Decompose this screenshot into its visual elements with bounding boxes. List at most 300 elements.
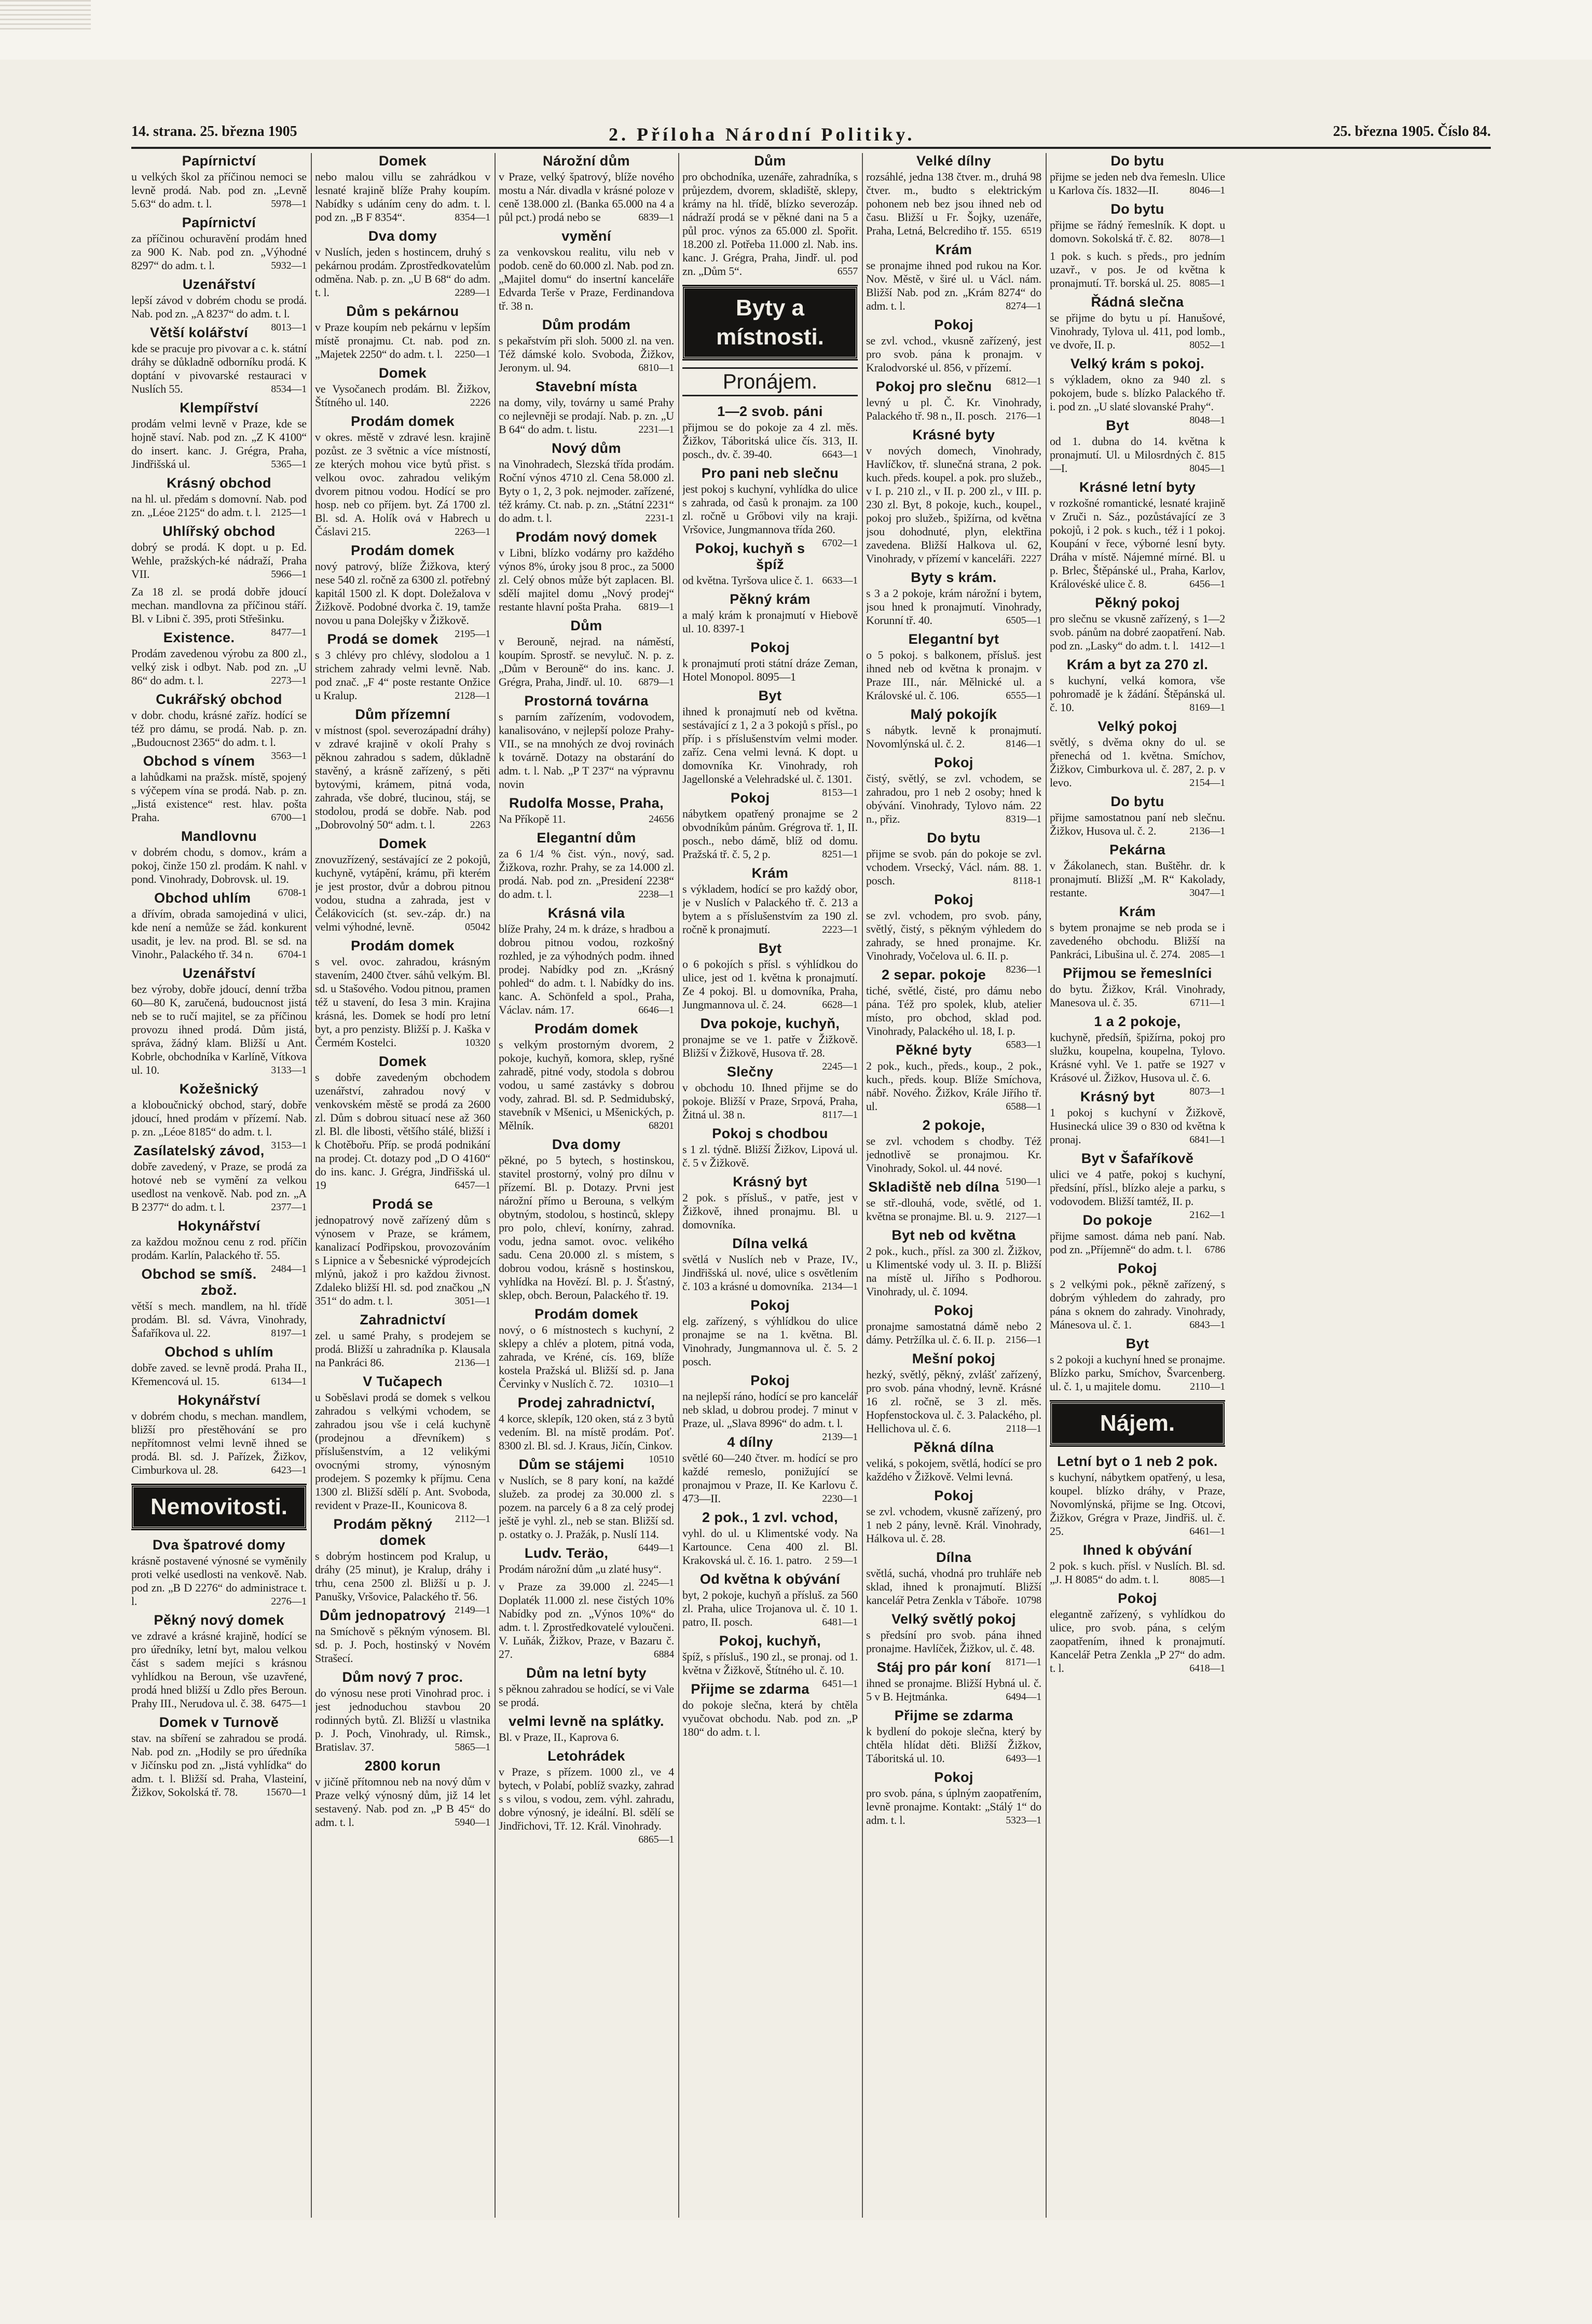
- ad-body: [315, 1071, 490, 1192]
- classified-ad: [866, 1708, 1041, 1765]
- ad-heading: Do bytu: [1110, 153, 1164, 169]
- ad-heading: Pokoj, kuchyň,: [719, 1633, 821, 1649]
- scan-bottom-margin: [0, 2220, 1592, 2324]
- ad-text: 1 pokoj s kuchyní v Žižkově, Husinecká ulice 39 o 830 od května k pronaj.: [1050, 1106, 1225, 1146]
- ad-text: se stř.-dlouhá, vode, světlé, od 1. května se pronajme. Bl. u. 9.: [866, 1196, 1041, 1223]
- classified-ad: [1050, 250, 1225, 290]
- classified-ad: [682, 465, 858, 549]
- ad-text: nebo malou villu se zahrádkou v lesnaté krajině blíže Prahy koupím. Nabídky s udáním ceny do adm. t. l. pod zn. „B F 8354“.: [315, 170, 490, 224]
- ad-reference-code: 6475—1: [271, 1698, 307, 1709]
- ad-heading: Pokoj: [934, 1488, 973, 1503]
- ad-text: blíže Prahy, 24 m. k dráze, s hradbou a dobrou pitnou vodou, rozkošný rozhled, je za výhodných podm. ihned prodej. Nabídky pod zn. „Krásný pohled“ do adm. t. l. Nabídky do ins. kanc. A. Schönfeld a spol., Praha, Václav. nám. 17.: [499, 922, 674, 1016]
- ad-heading: Letní byt o 1 neb 2 pok.: [1057, 1454, 1218, 1469]
- column-1: [131, 153, 307, 2218]
- classified-ad: [1050, 1454, 1225, 1538]
- ad-heading: Velký krám s pokoj.: [1070, 356, 1205, 371]
- ad-body: [315, 382, 490, 409]
- ad-reference-code: 8274—1: [1006, 300, 1041, 312]
- classified-ad: [682, 1126, 858, 1170]
- classified-ad: [131, 153, 307, 211]
- ad-body: [315, 955, 490, 1049]
- classified-ad: [1050, 153, 1225, 197]
- ad-body: [499, 458, 674, 525]
- scan-margin: [0, 0, 1592, 60]
- ad-heading: 2800 korun: [364, 1758, 441, 1774]
- ad-text: v Nuslích, jeden s hostincem, druhý s pekárnou prodám. Zprostředkovatelům odměna. Nab. p. zn. „U B 68“ do adm. t. l.: [315, 245, 490, 299]
- ad-text: bez výroby, dobře jdoucí, denní tržba 60—80 K, zaručená, budoucnost jistá neb se to ručí majitel, se za příčinou provozu ihned prodá. Dům jistá, správa, žádný klam. Bližší u Ant. Kobrle, obchodníka v Karlíně, Vítkova ul. 10.: [131, 983, 307, 1076]
- ad-body: [866, 1787, 1041, 1827]
- ad-body: [499, 1682, 674, 1709]
- ad-text: s parním zařízením, vodovodem, kanalisováno, v nejlepší poloze Prahy-VII., se na mnohých ze dvoj rovinách k továrně. Dotazy na obstarání do adm. t. l. Nab. „P T 237“ na výpravnu novin: [499, 710, 674, 791]
- ad-text: s kuchyní, velká komora, vše pohromadě je k žádání. Štěpánská ul. č. 10.: [1050, 674, 1225, 714]
- classified-ad: [866, 427, 1041, 565]
- classified-ad: [866, 1042, 1041, 1113]
- ad-body: [315, 1213, 490, 1308]
- column-separator: [1046, 153, 1047, 2218]
- ad-reference-code: 2230—1: [822, 1493, 858, 1504]
- ad-body: [682, 1253, 858, 1293]
- ad-heading: Nový dům: [552, 440, 621, 456]
- classified-ad: [499, 830, 674, 901]
- ad-reference-code: 2149—1: [455, 1604, 490, 1616]
- ad-heading: Hokynářství: [177, 1218, 260, 1234]
- column-separator: [311, 153, 312, 2218]
- classified-ad: [499, 1665, 674, 1709]
- ad-heading: Domek: [378, 836, 427, 851]
- ad-reference-code: 6449—1: [638, 1542, 674, 1554]
- section-banner: Nájem.: [1050, 1402, 1225, 1445]
- ad-text: ve zdravé a krásné krajině, hodící se pro úředníky, letní byt, malou velkou část s sadem mejíci s krásnou vyhlídkou na Beroun, vše uzavřené, prodá hned bližší u Zdlo přes Beroun. Prahy III., Nerudova ul. č. 38.: [131, 1629, 307, 1710]
- ad-reference-code: 2226: [470, 397, 490, 408]
- ad-reference-code: 6494—1: [1006, 1691, 1041, 1703]
- classified-ad: [866, 631, 1041, 702]
- ad-text: do bytu. Žižkov, Král. Vinohrady, Manesova ul. č. 35.: [1050, 983, 1225, 1009]
- ad-text: nový patrový, blíže Žižkova, který nese 540 zl. ročně za 6300 zl. potřebný kapitál 1500 zl. K dopt. Doležalova v Žižkově. Podobné dvorka č. 19, tamže novou u pana Dolejšky v Žižkově.: [315, 560, 490, 627]
- ad-reference-code: 2273—1: [271, 675, 307, 686]
- ad-body: [1050, 1353, 1225, 1393]
- header-issue-number: 25. března 1905. Číslo 84.: [1333, 123, 1491, 140]
- ad-reference-code: 10798: [1015, 1595, 1041, 1606]
- ad-reference-code: 6841—1: [1189, 1134, 1225, 1145]
- ad-heading: Dům prodám: [542, 317, 631, 333]
- ad-text: prodám velmi levně v Praze, kde se hojně staví. Nab. pod zn. „Z K 4100“ do insert. kanc. J. Grégra, Praha, Jindřišská ul.: [131, 417, 307, 471]
- ad-reference-code: 6555—1: [1006, 690, 1041, 701]
- ad-heading: Dva domy: [552, 1137, 621, 1152]
- ad-heading: Pro pani neb slečnu: [701, 465, 839, 481]
- ad-heading: Prodám domek: [351, 413, 455, 429]
- column-4: [682, 153, 858, 2218]
- ad-text: 2 pok., kuch., přísl. za 300 zl. Žižkov, u Klimentské vody ul. 3. II. p. Bližší na místě ul. Jiřího s Podhorou. Vinohrady, ul. č. 1094.: [866, 1244, 1041, 1298]
- ad-text: s 3 a 2 pokoje, krám nárožní i bytem, jsou hned k pronajmutí. Vinohrady, Korunní tř. 40.: [866, 587, 1041, 627]
- ad-body: [866, 170, 1041, 238]
- ad-body: [682, 482, 858, 549]
- ad-heading: Pokoj: [934, 755, 973, 770]
- classified-ad: [866, 242, 1041, 313]
- ad-text: v dobr. chodu, krásné zaříz. hodící se též pro dámu, se prodá. Nab. p. zn. „Budoucnost 2365“ do adm. t. l.: [131, 709, 307, 749]
- ad-heading: Domek: [378, 1054, 427, 1069]
- ad-reference-code: 6423—1: [271, 1464, 307, 1476]
- ad-body: [499, 396, 674, 436]
- ad-body: [1050, 496, 1225, 591]
- ad-reference-code: 2176—1: [1006, 410, 1041, 422]
- ad-heading: Pokoj: [934, 1769, 973, 1785]
- ad-body: [131, 541, 307, 581]
- ad-text: Prodám zavedenou výrobu za 800 zl., velký zisk i odbyt. Nab. pod zn. „U 86“ do adm. t. l.: [131, 647, 307, 687]
- ad-body: [682, 421, 858, 461]
- ad-heading: Dům jednopatrový: [319, 1608, 446, 1623]
- ad-reference-code: 2162—1: [1189, 1209, 1225, 1221]
- section-subheading: Pronájem.: [682, 367, 858, 396]
- ad-body: [1050, 612, 1225, 653]
- ad-heading: Byt v Šafaříkově: [1081, 1151, 1194, 1166]
- ad-body: [1050, 736, 1225, 790]
- ad-body: [1050, 1471, 1225, 1538]
- ad-text: se pronajme ihned pod rukou na Kor. Nov. Městě, v širé ul. u Václ. nám. Bližší Nab. pod zn. „Krám 8274“ do adm. t. l.: [866, 259, 1041, 312]
- ad-body: [682, 657, 858, 684]
- ad-text: znovuzřízený, sestávající ze 2 pokojů, kuchyně, vytápění, krámu, při kterém je jest prostor, dvůr a dobrou pitnou vodou, studna a zahrada, jest v Čelákovicích (st. sev.-záp. dr.) na velmi výhodné, levně.: [315, 853, 490, 933]
- ad-text: se zvl. vchodem s chodby. Též jednotlivě se pronajmou. Kr. Vinohrady, Sokol. ul. 44 nové.: [866, 1135, 1041, 1174]
- ad-heading: Pokoj s chodbou: [712, 1126, 828, 1141]
- ad-text: hezký, světlý, pěkný, zvlášť zařízený, pro svob. pána vhodný, levně. Krásné 16 zl. ročně, se 3 zl. měs. Hopfenstockova ul. č. 3. Palackého, pl. Hellichova ul. č. 6.: [866, 1368, 1041, 1435]
- ad-body: [131, 1409, 307, 1477]
- ad-text: s 2 velkými pok., pěkně zařízený, s dobrým výhledem do zahrady, pro pána s oknem do zahrady. Vinohrady, Mánesova ul. č. 1.: [1050, 1278, 1225, 1331]
- ad-heading: Elegantní byt: [908, 631, 999, 647]
- ad-reference-code: 2154—1: [1189, 777, 1225, 789]
- ad-body: [1050, 435, 1225, 475]
- classified-ad: [1050, 201, 1225, 245]
- ad-heading: Prodám pěkný domek: [333, 1516, 433, 1548]
- ad-body: [315, 431, 490, 538]
- ad-reference-code: 8117—1: [822, 1109, 858, 1120]
- ad-reference-code: 2484—1: [271, 1263, 307, 1275]
- classified-ad: [499, 1306, 674, 1391]
- ad-reference-code: 2 59—1: [825, 1555, 858, 1566]
- classified-ad: [131, 965, 307, 1077]
- ad-body: [499, 1038, 674, 1132]
- ad-body: [499, 922, 674, 1017]
- ad-heading: Řádná slečna: [1091, 294, 1184, 310]
- ad-body: [315, 1329, 490, 1370]
- ad-text: přijmou se do pokoje za 4 zl. měs. Žižkov, Táboritská ulice čís. 313, II. posch., dv. č. 39-40.: [682, 421, 858, 461]
- ad-body: [131, 1235, 307, 1275]
- ad-heading: Pokoj pro slečnu: [875, 379, 992, 394]
- ad-heading: Přijmou se řemeslníci: [1063, 965, 1212, 981]
- classified-ad: [866, 755, 1041, 826]
- ad-reference-code: 10510: [648, 1454, 674, 1465]
- ad-heading: Pekárna: [1109, 842, 1165, 857]
- ad-body: [499, 1562, 674, 1588]
- ad-body: [682, 1143, 858, 1170]
- classified-ad: [315, 228, 490, 299]
- ad-reference-code: 2127—1: [1006, 1211, 1041, 1222]
- ad-body: [315, 321, 490, 361]
- ad-body: [315, 1775, 490, 1829]
- classified-ad: [866, 1351, 1041, 1435]
- ad-heading: Prodá se: [372, 1196, 433, 1212]
- ad-text: elg. zařízený, s výhlídkou do ulice pronajme se na 1. května. Bl. Vinohrady, Jungmannova ul. č. 5. 2 posch.: [682, 1315, 858, 1368]
- ad-heading: Mešní pokoj: [912, 1351, 996, 1366]
- ad-reference-code: 6557: [837, 266, 858, 277]
- classified-ad: [315, 1196, 490, 1308]
- ad-heading: V Tučapech: [363, 1374, 443, 1389]
- ad-body: [499, 1731, 674, 1744]
- ad-reference-code: 8169—1: [1189, 702, 1225, 713]
- ad-heading: velmi levně na splátky.: [509, 1713, 664, 1729]
- header-rule: [131, 147, 1491, 149]
- ad-reference-code: 6461—1: [1189, 1526, 1225, 1537]
- ad-reference-code: 3563—1: [271, 750, 307, 762]
- classified-ad: [131, 753, 307, 824]
- ad-text: čistý, světlý, se zvl. vchodem, se zahradou, pro 1 neb 2 osoby; hned k obývání. Vinohrady, Tylovo nám. 22 n., přiz.: [866, 772, 1041, 825]
- ad-heading: Pokoj: [934, 1303, 973, 1318]
- ad-body: [682, 170, 858, 278]
- ad-text: za venkovskou realitu, vilu neb v podob. ceně do 60.000 zl. Nab. pod zn. „Majitel domu“ do insertní kanceláře Edvarda Terše v Praze, Ferdinandova tř. 38 n.: [499, 245, 674, 312]
- ad-reference-code: 6418—1: [1189, 1663, 1225, 1674]
- ad-body: [499, 334, 674, 375]
- ad-heading: Letohrádek: [547, 1748, 625, 1764]
- ad-body: [315, 245, 490, 299]
- ad-body: [866, 1368, 1041, 1435]
- ad-text: v Žákolanech, stan. Buštěhr. dr. k pronajmutí. Bližší „M. R“ Kakolady, restante.: [1050, 859, 1225, 899]
- ad-text: u Soběslavi prodá se domek s velkou zahradou s velkými vchodem, se zahradou jsou vše i celá kuchyně (prodejnou a dřevníkem) s příslušenstvím, a 12 velikými ovocnými stromy, výnosným prodejem. S pozemky k příjmu. Cena 1300 zl. Bližší sdělí p. Ant. Svoboda, revident v Praze-II., Kounicova 8.: [315, 1391, 490, 1512]
- classified-ad: [682, 404, 858, 461]
- ad-heading: Obchod se smíš. zbož.: [141, 1266, 257, 1298]
- classified-ad: [1050, 842, 1225, 900]
- ad-reference-code: 8048—1: [1189, 414, 1225, 426]
- ad-reference-code: 2156—1: [1006, 1334, 1041, 1346]
- ad-text: jednopatrový nově zařízený dům s výnosem v Praze, se krámem, kanalizací Podřipskou, provozováním s Lipnice a v Šebesnické výprodejcích mlýnů, jakož i pro každou živnost. Zdaleko bližší Hl. sd. pod značkou „N 351“ do adm. t. l.: [315, 1213, 490, 1307]
- ad-body: [131, 1629, 307, 1710]
- ad-body: [866, 772, 1041, 826]
- ad-body: [1050, 811, 1225, 838]
- ad-heading: vymění: [561, 228, 611, 244]
- ad-heading: Uzenářství: [182, 276, 256, 292]
- classified-ad: [131, 1612, 307, 1710]
- classified-ad: [499, 1748, 674, 1845]
- ad-heading: Malý pokojík: [910, 707, 997, 722]
- classified-ad: [1050, 904, 1225, 961]
- classified-ad: [866, 830, 1041, 888]
- column-separator: [495, 153, 496, 2218]
- ad-reference-code: 6583—1: [1006, 1039, 1041, 1050]
- ad-text: s 3 chlévy pro chlévy, slodolou a 1 strichem zahrady velmi levně. Nab. pod znač. „F 4“ poste restante Onžice u Kralup.: [315, 648, 490, 702]
- ad-heading: Krám: [751, 865, 789, 881]
- ad-text: ulici ve 4 patře, pokoj s kuchyní, předsíní, přísl., blízko aleje a parku, s vodovodem. Bližší tamtéž, II. p.: [1050, 1168, 1225, 1208]
- ad-heading: Pokoj: [750, 1297, 790, 1313]
- ad-body: [1050, 859, 1225, 900]
- ad-body: [131, 647, 307, 687]
- classified-ad: [866, 1227, 1041, 1298]
- classified-ad: [499, 1021, 674, 1132]
- ad-body: [682, 882, 858, 936]
- ad-heading: Prodám domek: [351, 543, 455, 558]
- ad-heading: Prodám nový domek: [515, 529, 657, 545]
- ad-text: 2 pok. s kuch. přísl. v Nuslích. Bl. sd. „J. H 8085“ do adm. t. l.: [1050, 1559, 1225, 1586]
- classified-ad: [866, 1488, 1041, 1545]
- ad-body: [1050, 218, 1225, 245]
- ad-reference-code: 6456—1: [1189, 578, 1225, 590]
- ad-heading: Pokoj: [1118, 1590, 1157, 1606]
- ad-reference-code: 2238—1: [638, 889, 674, 900]
- ad-text: na nejlepší ráno, hodící se pro kancelář neb sklad, u dobrou prodej. 7 minut v Praze, ul. „Slava 8996“ do adm. t. l.: [682, 1390, 858, 1430]
- ad-reference-code: 2231—1: [638, 424, 674, 435]
- ad-text: s výkladem, okno za 940 zl. s pokojem, bude s. blízko Palackého tř. i. pod zn. „U slaté slovanské Prahy“.: [1050, 373, 1225, 413]
- ad-heading: Zasílatelský závod,: [133, 1143, 265, 1158]
- ad-text: větší s mech. mandlem, na hl. třídě prodám. Bl. sd. Vávra, Vinohrady, Šafaříkova ul. 22.: [131, 1299, 307, 1339]
- ad-text: v okres. městě v zdravé lesn. krajině pozůst. ze 3 světnic a více místností, ze kterých mohou vice bytů přist. s velkou ovoc. zahradou velikým dvorem pitnou vodou. Hodící se pro hosp. neb co příjem. byt. Zá 1700 zl. Bl. sd. A. Holík ová v Habrech u Čáslavi 215.: [315, 431, 490, 538]
- ad-reference-code: 8197—1: [271, 1327, 307, 1339]
- ad-text: dobrý se prodá. K dopt. u p. Ed. Wehle, pražských-ké nádraží, Praha VII.: [131, 541, 307, 580]
- ad-reference-code: 8319—1: [1006, 813, 1041, 825]
- ad-body: [131, 1299, 307, 1340]
- ad-reference-code: 2139—1: [822, 1431, 858, 1443]
- ad-heading: Krám: [1119, 904, 1156, 919]
- ad-body: [1050, 250, 1225, 290]
- ad-heading: Byt: [1106, 418, 1129, 433]
- ad-body: [1050, 1559, 1225, 1586]
- ad-heading: Obchod s vínem: [143, 753, 255, 769]
- ad-heading: Nárožní dům: [543, 153, 630, 169]
- ad-text: nábytkem opatřený pronajme se 2 obvodníkům pánům. Grégrova tř. 1, II. posch., nebo dámě, blíž od domu. Pražská tř. č. 5, 2 p.: [682, 807, 858, 861]
- classified-ad: [682, 1510, 858, 1567]
- ad-heading: Uzenářství: [182, 965, 256, 981]
- ad-body: [1050, 674, 1225, 714]
- ad-reference-code: 15670—1: [266, 1787, 307, 1798]
- ad-heading: Rudolfa Mosse, Praha,: [509, 795, 664, 811]
- ad-body: [866, 1196, 1041, 1223]
- ad-body: [315, 724, 490, 832]
- ad-reference-code: 2136—1: [455, 1357, 490, 1368]
- ad-heading: Byt: [1126, 1336, 1149, 1351]
- ad-heading: 2 pok., 1 zvl. vchod,: [702, 1510, 838, 1525]
- ad-heading: Ludv. Teräo,: [524, 1545, 609, 1561]
- ad-heading: Krásné letní byty: [1079, 479, 1196, 495]
- classified-ad: [315, 365, 490, 409]
- ad-body: [682, 1527, 858, 1567]
- ad-reference-code: 2195—1: [455, 628, 490, 640]
- ad-reference-code: 6493—1: [1006, 1753, 1041, 1764]
- ad-text: se zvl. vchodem, vkusně zařízený, pro 1 neb 2 pány, levně. Král. Vinohrady, Hálkova ul. č. 28.: [866, 1505, 1041, 1545]
- ad-heading: Domek v Turnově: [159, 1714, 279, 1730]
- ad-text: na hl. ul. předám s domovní. Nab. pod zn. „Léoe 2125“ do adm. t. l.: [131, 492, 307, 519]
- ad-heading: Pokoj: [934, 317, 973, 333]
- classified-ad: [499, 618, 674, 689]
- ad-body: [682, 1081, 858, 1122]
- ad-body: [1050, 170, 1225, 197]
- ad-text: světlá, suchá, vhodná pro truhláře neb sklad, ihned k pronajmutí. Bližší kancelář Petra Zenkla v Táboře.: [866, 1567, 1041, 1607]
- ad-text: s dobrým hostincem pod Kralup, u dráhy (25 minut), je Kralup, dráhy i trhu, cena 2500 zl. Bližší u p. J. Panušky, Vršovice, Palackého tř. 56.: [315, 1550, 490, 1603]
- ad-body: [131, 170, 307, 211]
- classified-ad: [682, 1297, 858, 1368]
- ad-text: přijme se řádný řemeslník. K dopt. u domovn. Sokolská tř. č. 82.: [1050, 218, 1225, 245]
- ad-heading: Papírnictví: [182, 153, 256, 169]
- ad-body: [131, 232, 307, 272]
- ad-heading: Velký pokoj: [1097, 718, 1177, 734]
- ad-body: [499, 1580, 674, 1661]
- ad-reference-code: 6819—1: [638, 601, 674, 613]
- ad-reference-code: 8013—1: [271, 322, 307, 333]
- classified-ad: [131, 325, 307, 396]
- ad-reference-code: 8534—1: [271, 383, 307, 395]
- ad-body: [131, 1554, 307, 1608]
- ad-heading: 2 separ. pokoje: [882, 967, 986, 983]
- classified-ad: [682, 1174, 858, 1232]
- ad-text: kde se pracuje pro pivovar a c. k. státní dráhy se důkladně odborníku prodá. K doptání v pivovarské restauraci v Nuslích 55.: [131, 342, 307, 395]
- ad-heading: Dílna: [936, 1550, 971, 1565]
- ad-heading: Zahradnictví: [360, 1312, 446, 1327]
- ad-heading: Prodám domek: [534, 1306, 638, 1322]
- ad-text: v jičíně přítomnou neb na nový dům v Praze velký výnosný dům, již 14 let sestavený. Nab. pod zn. „P B 45“ do adm. t. l.: [315, 1775, 490, 1829]
- ad-text: s kuchyní, nábytkem opatřený, u lesa, koupel. blízko dráhy, v Praze, Novomlýnská, přijme se Ing. Otcovi, Žižkov, Grégra v Praze, Jindřiš. ul. č. 25.: [1050, 1471, 1225, 1538]
- ad-reference-code: 2128—1: [455, 690, 490, 701]
- ad-body: [131, 983, 307, 1077]
- ad-reference-code: 6702—1: [822, 537, 858, 549]
- ad-heading: Stavební místa: [535, 379, 638, 394]
- ad-reference-code: 6451—1: [822, 1678, 858, 1690]
- ad-heading: Dům na letní byty: [526, 1665, 647, 1681]
- ad-reference-code: 2289—1: [455, 287, 490, 298]
- ad-body: [315, 1391, 490, 1525]
- ad-text: o 6 pokojích s přísl. s výhlídkou do ulice, jest od 1. května k pronajmutí. Ze 4 pokoj. Bl. u domovníka, Praha, Jungmannova ul. č. 24.: [682, 958, 858, 1011]
- ad-body: [866, 1677, 1041, 1704]
- ad-body: [866, 847, 1041, 888]
- ad-reference-code: 6519: [1021, 225, 1041, 237]
- ad-text: dobře zavedený, v Praze, se prodá za hotové neb se vymění za velkou usedlost na venkově. Nab. pod zn. „A B 2377“ do adm. t. l.: [131, 1160, 307, 1213]
- ad-text: se zvl. vchod., vkusně zařízený, jest pro svob. pána k pronajm. v Kralodvorské ul. 856, v přízemí.: [866, 334, 1041, 374]
- ad-reference-code: 6628—1: [822, 999, 858, 1011]
- classified-ad: [682, 640, 858, 684]
- ad-reference-code: 6457—1: [455, 1180, 490, 1191]
- ad-heading: Prodám domek: [351, 938, 455, 953]
- classified-ad: [315, 836, 490, 934]
- ad-text: kuchyně, předsíň, špižírna, pokoj pro služku, koupelna, koupelna, Tylovo. Krásné vyhl. Ve 1. patře se 1927 v Krásové ul. Žižkov, Husova ul. č. 6.: [1050, 1031, 1225, 1084]
- ad-heading: Pokoj: [750, 640, 790, 655]
- ad-heading: Prodá se domek: [327, 631, 438, 647]
- ad-heading: Velký světlý pokoj: [891, 1611, 1016, 1627]
- ad-body: [866, 724, 1041, 751]
- ad-text: světlý, s dvěma okny do ul. se přenechá od 1. května. Smíchov, Žižkov, Cimburkova ul. č. 287, 2. p. v levo.: [1050, 736, 1225, 789]
- ad-reference-code: 10320: [464, 1037, 490, 1048]
- ad-text: do pokoje slečna, která by chtěla vyučovat obchodu. Nab. pod zn. „P 180“ do adm. t. l.: [682, 1698, 858, 1738]
- classified-ad: [131, 1714, 307, 1799]
- ad-heading: Byt: [758, 940, 782, 956]
- ad-body: [682, 608, 858, 635]
- ad-text: pro obchodníka, uzenáře, zahradníka, s průjezdem, dvorem, skladiště, sklepy, krámy na hl. třídě, blízko severozáp. nádraží prodá se v pěkné dani na 5 a půl proc. výnos za 65.000 zl. Spořit. 18.200 zl. Potřeba 11.000 zl. Nab. ins. kanc. J. Grégra, Praha, Jindř. ul. pod zn. „Dům 5“.: [682, 170, 858, 278]
- ad-text: s nábytk. levně k pronajmutí. Novomlýnská ul. č. 2.: [866, 724, 1041, 750]
- ad-heading: Krásný byt: [1080, 1089, 1155, 1104]
- ad-text: Bl. v Praze, II., Kaprova 6.: [499, 1731, 619, 1744]
- ad-body: [866, 648, 1041, 702]
- column-6: [1050, 153, 1225, 2218]
- ad-reference-code: 6879—1: [638, 676, 674, 688]
- ad-text: o 5 pokoj. s balkonem, přísluš. jest ihned neb od května k pronajm. v Praze III., nár. Mělnické ul. a Královské ul. č. 106.: [866, 648, 1041, 702]
- page-header: [131, 123, 1491, 144]
- ad-reference-code: 2245—1: [638, 1577, 674, 1588]
- ad-reference-code: 2263—1: [455, 526, 490, 537]
- ad-reference-code: 2118—1: [1006, 1423, 1041, 1434]
- ad-text: v Libni, blízko vodárny pro každého výnos 8%, úroky jsou 8 proc., za 5000 zl. Celý obnos může být zaplacen. Bl. sdělí majitel domu „Nový prodej“ restante hlavní pošta Praha.: [499, 546, 674, 613]
- ad-heading: Dva pokoje, kuchyň,: [700, 1016, 840, 1031]
- ad-text: 2 pok., kuch., předs., koup., 2 pok., kuch., předs. koup. Blíže Smíchova, nábř. Nového. Žižkov, Krále Jiřího tř. ul.: [866, 1059, 1041, 1113]
- ad-reference-code: 5978—1: [271, 198, 307, 210]
- ad-text: s bytem pronajme se neb proda se i zavedeného obchodu. Bližší na Pankráci, Libušina ul. č. 274.: [1050, 921, 1225, 961]
- ad-heading: Ihned k obývání: [1082, 1542, 1192, 1558]
- ad-reference-code: 2085—1: [1189, 949, 1225, 960]
- ad-text: s výkladem, hodící se pro každý obor, je v Nuslích v Palackého tř. č. 213 a bytem a s příslušenstvím za 190 zl. ročně k pronajmutí.: [682, 882, 858, 936]
- classified-ad: [315, 413, 490, 538]
- classified-ad: [866, 1769, 1041, 1827]
- ad-heading: Dva špatrové domy: [153, 1537, 285, 1553]
